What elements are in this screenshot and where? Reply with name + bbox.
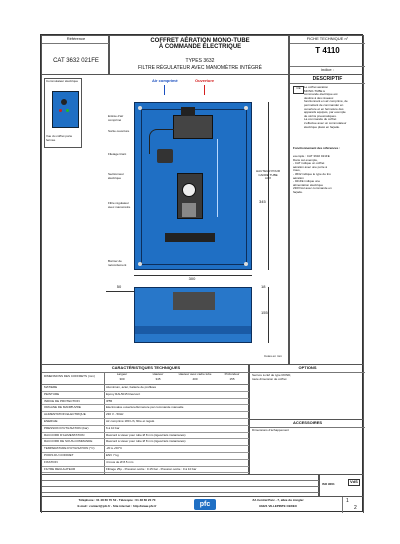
references-text [293, 155, 363, 195]
spec-value: Raccord à visser pour tube Ø 8 mm (tiges/ciels instantanés) [106, 440, 186, 444]
page-total: 2 [354, 505, 357, 511]
descriptif-line: ouverture et en fermeture des [304, 106, 344, 111]
spec-label: ÉNERGIE [44, 420, 58, 423]
electrovalve-coil [181, 107, 195, 116]
spec-value: Aluminium, acier, batterie de profilées [106, 386, 157, 389]
fixing-hole-icon-3 [138, 262, 142, 266]
spec-row [42, 453, 250, 460]
reference-line: aération [293, 175, 304, 180]
inset-indicator-icon [59, 109, 62, 112]
descriptif-line: permettant de commander en [304, 102, 344, 107]
spec-row [42, 385, 250, 392]
descriptif-line: destiné à des réseaux [304, 95, 334, 100]
side-profile-view [134, 287, 252, 343]
spec-value: Air comprimé 180 L/h, filtre et régulé [106, 420, 155, 423]
profile-detail-2 [135, 326, 251, 334]
page-number: 1 [346, 498, 349, 504]
inset-switch-icon [61, 99, 67, 105]
header-fiche-box [289, 35, 364, 75]
dims-value-largeur: 300 [119, 378, 125, 381]
iso-badge: ISO 9001 [322, 482, 335, 486]
reference-value: CAT 3632 021FE [53, 58, 99, 64]
options-title: OPTIONS [298, 365, 317, 370]
dimension-depth-value: 155 [261, 310, 268, 315]
specs-table [41, 365, 249, 475]
label-filetage-tirant: Filetage tirant [108, 152, 127, 156]
pressure-gauge-icon [182, 183, 196, 197]
spec-value: ENV 7 kg [106, 454, 119, 457]
inset-indicator-icon-2 [66, 109, 69, 112]
reference-line: 230V/cul avec commande en [293, 186, 332, 191]
dims-header-hauteur: Hauteur [152, 373, 164, 376]
spec-label: INDICE DE PROTECTION [44, 399, 80, 403]
reference-line: Dans cet exemple, [293, 157, 318, 162]
indice-label: indice : [321, 67, 334, 72]
dimension-left-value: 50 [116, 284, 122, 289]
inset-label: Commutateur électrique [46, 79, 79, 83]
label-sectionneur: Sectionneur électrique [108, 172, 125, 180]
dims-header-largeur: Largeur [116, 373, 128, 376]
accessories-line: Dimensions d'échappement [252, 428, 289, 432]
spec-row [42, 460, 250, 467]
spec-row [42, 399, 250, 406]
reference-line: trous, [293, 168, 301, 173]
fiche-label: FICHE TECHNIQUE n° [306, 36, 349, 41]
spec-label: POIDS DU COFFRET [44, 454, 74, 457]
footer-address-2: 93421 VILLEPINTE CEDEX [259, 504, 297, 508]
spec-row [42, 433, 250, 440]
fixing-hole-icon-4 [244, 262, 248, 266]
specs-title: CARACTÉRISTIQUES TECHNIQUES [111, 365, 181, 370]
ouverture-label: Ouverture [195, 78, 215, 83]
spec-label: FIXATION [44, 460, 58, 464]
dimension-height-value: 345 [259, 199, 266, 204]
spec-value: 4 trous de Ø 8.5 mm [106, 460, 134, 464]
fiche-number: T 4110 [315, 46, 340, 55]
fixing-hole-icon-2 [244, 106, 248, 110]
dimension-line-depth [268, 287, 269, 343]
spec-row [42, 419, 250, 426]
reference-line: - CAT indique un coffret [293, 161, 325, 166]
options-line: Serrure à clef de type ROND, [252, 373, 292, 377]
pfc-logo: pfc [194, 499, 216, 510]
spec-row [42, 446, 250, 453]
spec-value: Epoxy RAL5015 bleu/vert [106, 392, 141, 396]
spec-label: FILTRE RÉGULATEUR [44, 467, 76, 471]
spec-label: ALIMENTATION ÉLECTRIQUE [44, 413, 86, 417]
dims-header-profondeur: Profondeur [224, 373, 240, 376]
footer [41, 497, 364, 513]
spec-value: -20 à +50°C [106, 447, 123, 451]
descriptif-line: commande électrique est [304, 92, 338, 97]
dimension-line-left [106, 291, 134, 292]
dims-header-hauteur-cadre: Hauteur avec cadre tube [178, 373, 212, 376]
spec-label: PEINTURE [44, 392, 60, 396]
spec-row [42, 405, 250, 412]
descriptif-line: Le coffret aération [304, 85, 329, 89]
header-reference-box [41, 35, 109, 75]
reference-label: Référence [66, 36, 86, 41]
references-title: Fonctionnement des références : [293, 146, 341, 150]
dimension-line-height [268, 102, 269, 270]
vds-badge: VdS [350, 479, 358, 484]
descriptif-text [304, 86, 363, 129]
pipe-right [217, 139, 218, 217]
reference-line: alimentation électrique [293, 182, 324, 187]
dims-value-hauteur-cadre: 400 [192, 378, 198, 381]
dimension-width-value: 300 [188, 276, 196, 281]
subtitle: FILTRE RÉGULATEUR AVEC MANOMÈTRE INTÉGRÉ [138, 65, 262, 71]
title-line2: À COMMANDE ÉLECTRIQUE [158, 44, 242, 50]
label-filtre-regulateur: Filtre régulateur avec manomètre [108, 201, 131, 209]
fixing-hole-icon [138, 106, 142, 110]
title-line1: COFFRET AÉRATION MONO-TUBE [150, 38, 250, 44]
footer-web: E-mail : contact@pfc.fr - Site internet : http://www.pfc.fr [77, 504, 157, 508]
inset-caption: Vue du coffret porte fermée [46, 134, 73, 142]
cable-tube [149, 129, 174, 154]
descriptif-panel [289, 75, 364, 365]
spec-label: PRESSION D'UTILISATION (bar) [44, 426, 89, 430]
diagram-area [41, 75, 289, 365]
options-line: toute dimension de coffret [252, 377, 287, 381]
air-inlet-arrow-icon [164, 85, 165, 95]
descriptif-line: fonctionnant en air comprimé, de [304, 99, 348, 104]
reference-line: - 021FE indique une [293, 179, 321, 184]
inset-closed-view [44, 78, 82, 148]
spec-row [42, 392, 250, 399]
spec-value: Filtrage 25µ - Pression sortie : 0.15 bar - Pression sortie : 0 à 10 bar [106, 467, 197, 471]
spec-label: RACCORD DE SOUS-COMMANDE [44, 440, 93, 444]
profile-detail [173, 292, 215, 310]
dims-value-profondeur: 155 [229, 378, 235, 381]
ce-badge: CE [293, 86, 304, 94]
reference-line: aération avec une porte à [293, 164, 328, 169]
accessories-panel [249, 420, 364, 475]
terminal-block [165, 233, 215, 242]
reference-line: exemple : CAT 3632 021FE [293, 154, 330, 158]
dimension-side-label: HAUTEUR POUR CADRE TUBE AUX [255, 169, 280, 181]
air-comprime-label: Air comprimé [152, 78, 178, 83]
ouverture-arrow-icon [204, 85, 205, 95]
descriptif-line: appareils équipés, par exemple [304, 110, 346, 115]
footer-address-1: ZA Central Parc - 7, allée du Jongler [252, 498, 304, 502]
spec-value: 230 V - 50Hz [106, 413, 124, 417]
spec-value: IP55 [106, 399, 113, 403]
dimension-small-value: 18 [261, 284, 266, 289]
type-line: TYPES 3632 [185, 58, 215, 64]
coffret-main-box [134, 102, 252, 270]
spec-row [42, 412, 250, 419]
reference-line: façade. [293, 189, 303, 194]
footer-phone: Téléphone : 01 48 60 70 52 - Télécopie : 01 48 60 20 70 [78, 498, 156, 502]
dims-label: DIMENSIONS DES COFFRETS (mm) [44, 375, 95, 378]
header-title-box [109, 35, 289, 75]
cotes-note: Cotes en mm [264, 354, 282, 358]
label-entree-air: Entrée d'air comprimé [108, 114, 124, 122]
descriptif-title: DESCRIPTIF [312, 76, 343, 82]
spec-label: TEMPÉRATURE D'UTILISATION (°C) [44, 447, 95, 451]
technical-sheet [40, 34, 363, 512]
certification-box [319, 475, 364, 497]
spec-label: MATIÈRE [44, 386, 58, 389]
spec-value: Electrovalve ouverture/fermeture par commande manuelle [106, 406, 184, 410]
spec-label: ORGANE DE MANŒUVRE [44, 406, 81, 410]
label-bornier: Bornier de raccordement [108, 259, 127, 267]
descriptif-line: MONO-TUBE à [304, 88, 325, 93]
spec-value: 6 à 10 bar [106, 426, 120, 430]
label-sortie-ouverture: Sortie ouverture [108, 129, 130, 133]
options-panel [249, 365, 364, 420]
spec-label: RACCORD D'ALIMENTATION [44, 433, 85, 437]
spec-value: Raccord à visser pour tube Ø 8 mm (tiges/ciels instantanés) [106, 433, 186, 437]
dims-value-hauteur: 345 [155, 378, 161, 381]
filter-bowl [182, 203, 196, 217]
descriptif-line: de vérins pneumatiques. [304, 113, 337, 118]
reference-line: - 3632 indique le type de tiro [293, 171, 331, 176]
descriptif-line: s'effectue avec un commutateur [304, 120, 347, 125]
descriptif-line: électrique placé en façade. [304, 124, 340, 129]
accessories-title: ACCESSOIRES [292, 420, 323, 425]
descriptif-line: La commande du coffret [304, 117, 337, 122]
spec-row [42, 426, 250, 433]
spec-row [42, 439, 250, 446]
spec-row [42, 467, 250, 474]
blank-rows [41, 475, 319, 497]
electrovalve [173, 115, 213, 139]
